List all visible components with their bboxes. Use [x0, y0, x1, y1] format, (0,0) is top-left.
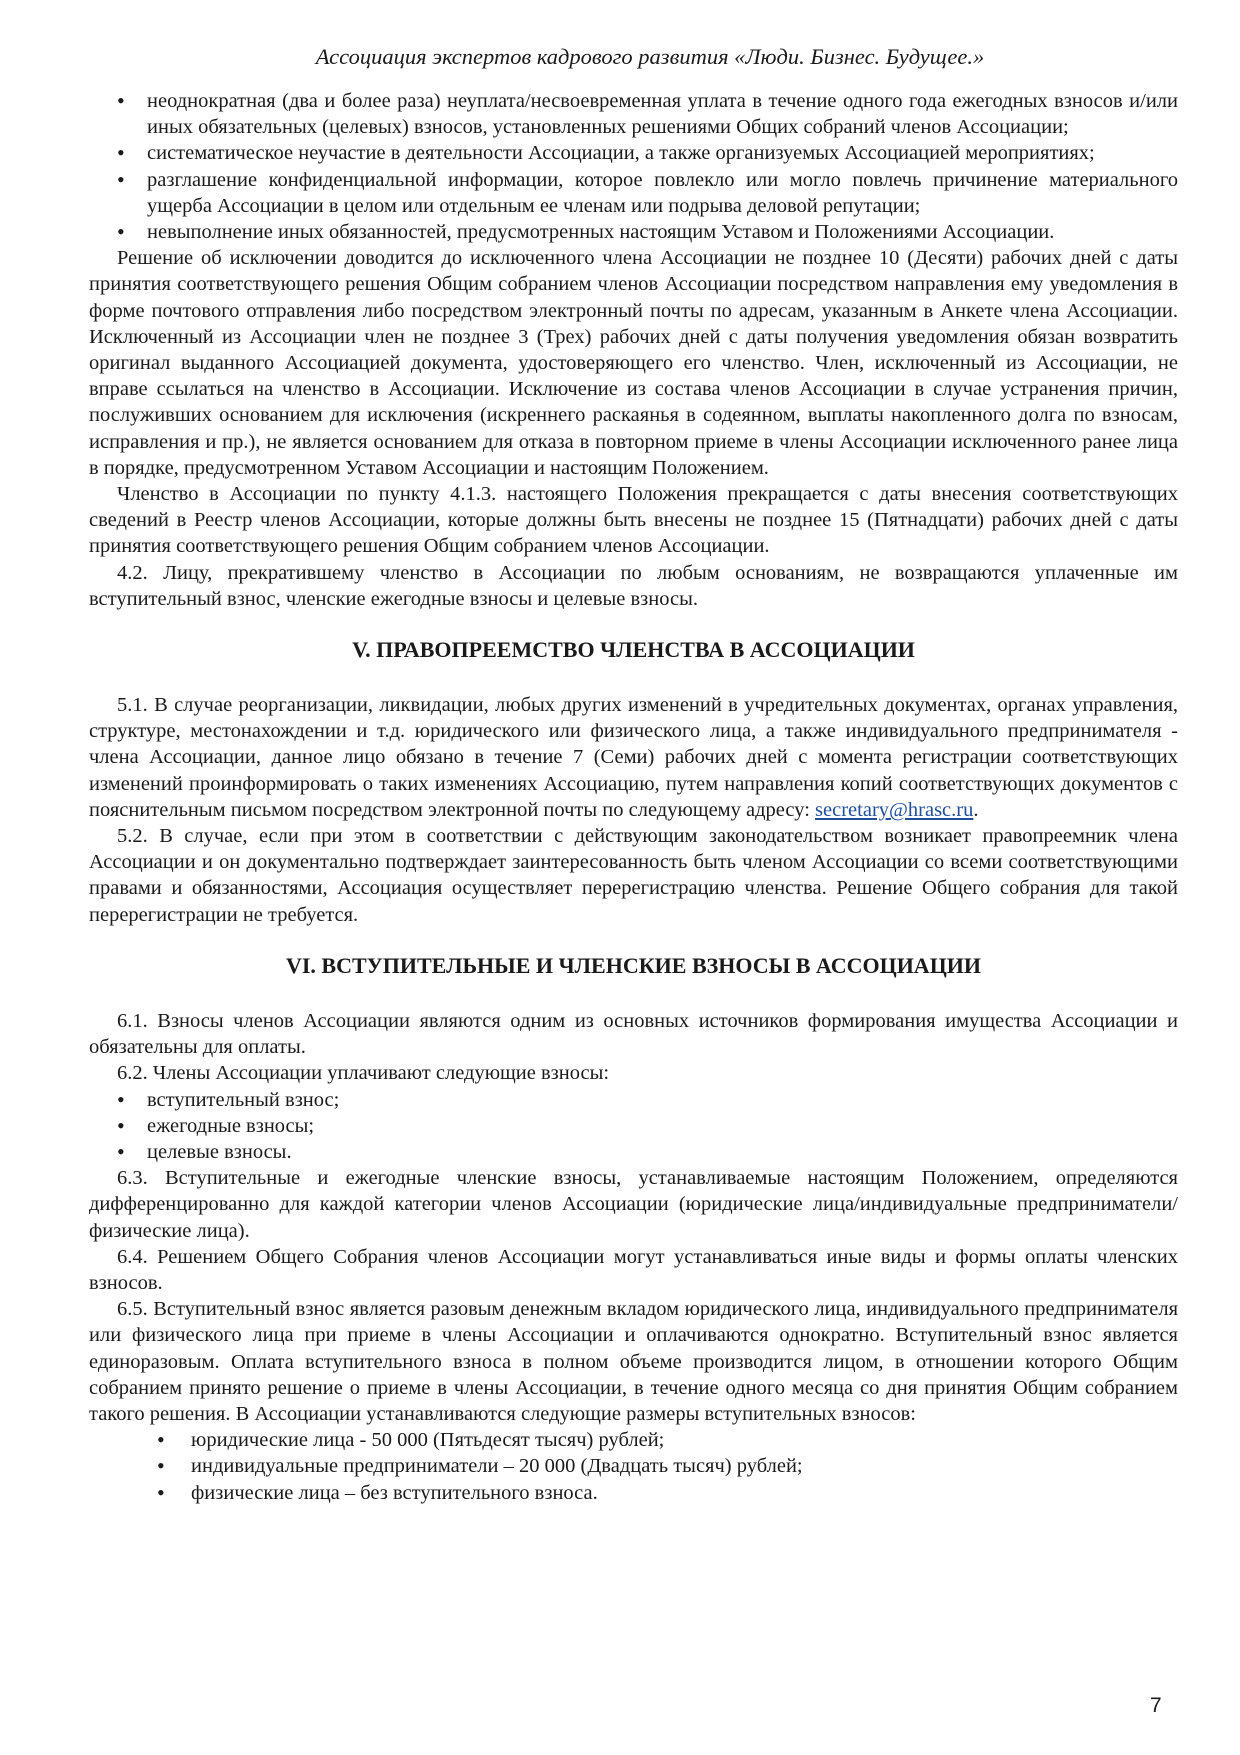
paragraph-6-3: 6.3. Вступительные и ежегодные членские взносы, устанавливаемые настоящим Положением, определяются дифференцированно для каждой категории членов Ассоциации (юридические лица/индивидуальные предприниматели/физические лица).: [89, 1167, 1178, 1242]
paragraph-5-1-end: .: [973, 798, 979, 821]
list-item: • физические лица – без вступительного взноса.: [89, 1480, 1178, 1506]
document-body: [89, 88, 1178, 1506]
fee-types-list: [89, 1087, 1178, 1166]
paragraph-6-5: 6.5. Вступительный взнос является разовым денежным вкладом юридического лица, индивидуального предпринимателя или физического лица при приеме в члены Ассоциации и оплачиваются однократно. Вступительный взнос является единоразовым. Оплата вступительного взноса в полном объеме производится лицом, в отношении которого Общим собранием принято решение о приеме в члены Ассоциации, в течение одного месяца со дня принятия Общим собранием такого решения. В Ассоциации устанавливаются следующие размеры вступительных взносов:: [89, 1298, 1178, 1425]
section-5-title: V. ПРАВОПРЕЕМСТВО ЧЛЕНСТВА В АССОЦИАЦИИ: [352, 637, 915, 663]
paragraph-5-1: [89, 692, 1178, 823]
paragraph-6-4: 6.4. Решением Общего Собрания членов Ассоциации могут устанавливаться иные виды и формы оплаты членских взносов.: [89, 1245, 1178, 1294]
list-item: • юридические лица - 50 000 (Пятьдесят тысяч) рублей;: [89, 1427, 1178, 1453]
list-item: • ежегодные взносы;: [89, 1113, 1178, 1139]
running-header: Ассоциация экспертов кадрового развития «Люди. Бизнес. Будущее.»: [315, 44, 985, 69]
paragraph-6-1: 6.1. Взносы членов Ассоциации являются одним из основных источников формирования имущества Ассоциации и обязательны для оплаты.: [89, 1009, 1178, 1059]
paragraph-4-2: 4.2. Лицу, прекратившему членство в Ассоциации по любым основаниям, не возвращаются уплаченные им вступительный взнос, членские ежегодные взносы и целевые взносы.: [89, 561, 1178, 610]
email-link[interactable]: secretary@hrasc.ru: [815, 798, 974, 821]
list-item: • систематическое неучастие в деятельности Ассоциации, а также организуемых Ассоциацией мероприятиях;: [89, 140, 1178, 166]
list-item: • вступительный взнос;: [89, 1087, 1178, 1113]
entry-fee-amounts-list: [89, 1427, 1178, 1506]
page-number: 7: [1150, 1694, 1162, 1717]
paragraph-membership-termination: Членство в Ассоциации по пункту 4.1.3. настоящего Положения прекращается с даты внесения соответствующих сведений в Реестр членов Ассоциации, которые должны быть внесены не позднее 15 (Пятнадцати) рабочих дней с даты принятия соответствующего решения Общим собранием членов Ассоциации.: [89, 483, 1178, 558]
paragraph-exclusion: Решение об исключении доводится до исключенного члена Ассоциации не позднее 10 (Десяти) рабочих дней с даты принятия соответствующего решения Общим собранием членов Ассоциации посредством направления ему уведомления в форме почтового отправления либо посредством электронный почты по адресам, указанным в Анкете члена Ассоциации. Исключенный из Ассоциации член не позднее 3 (Трех) рабочих дней с даты получения уведомления обязан возвратить оригинал выданного Ассоциацией документа, удостоверяющего его членство. Член, исключенный из Ассоциации, не вправе ссылаться на членство в Ассоциации. Исключение из состава членов Ассоциации в случае устранения причин, послуживших основанием для исключения (искреннего раскаянья в содеянном, выплаты накопленного долга по взносам, исправления и пр.), не является основанием для отказа в повторном приеме в члены Ассоциации исключенного ранее лица в порядке, предусмотренном Уставом Ассоциации и настоящим Положением.: [89, 247, 1178, 479]
exclusion-grounds-list: [89, 88, 1178, 245]
paragraph-5-1-text: 5.1. В случае реорганизации, ликвидации, любых других изменений в учредительных документах, органах управления, структуре, местонахождении и т.д. юридического или физического лица, а также индивидуального предпринимателя - члена Ассоциации, данное лицо обязано в течение 7 (Семи) рабочих дней с момента регистрации соответствующих изменений проинформировать о таких изменениях Ассоциацию, путем направления копий соответствующих документов с пояснительным письмом посредством электронной почты по следующему адресу:: [89, 694, 1178, 821]
list-item: • индивидуальные предприниматели – 20 000 (Двадцать тысяч) рублей;: [89, 1453, 1178, 1479]
list-item: • разглашение конфиденциальной информации, которое повлекло или могло повлечь причинение материального ущерба Ассоциации в целом или отдельным ее членам или подрыва деловой репутации;: [89, 167, 1178, 219]
list-item: • неоднократная (два и более раза) неуплата/несвоевременная уплата в течение одного года ежегодных взносов и/или иных обязательных (целевых) взносов, установленных решениями Общих собраний членов Ассоциации;: [89, 88, 1178, 140]
section-6-title: VI. ВСТУПИТЕЛЬНЫЕ И ЧЛЕНСКИЕ ВЗНОСЫ В АССОЦИАЦИИ: [285, 952, 982, 978]
list-item: • невыполнение иных обязанностей, предусмотренных настоящим Уставом и Положениями Ассоциации.: [89, 219, 1178, 245]
paragraph-5-2: 5.2. В случае, если при этом в соответствии с действующим законодательством возникает правопреемник члена Ассоциации и он документально подтверждает заинтересованность быть членом Ассоциации со всеми соответствующими правами и обязанностями, Ассоциация осуществляет перерегистрацию членства. Решение Общего собрания для такой перерегистрации не требуется.: [89, 825, 1178, 926]
list-item: • целевые взносы.: [89, 1139, 1178, 1165]
paragraph-6-2: 6.2. Члены Ассоциации уплачивают следующие взносы:: [117, 1062, 610, 1085]
